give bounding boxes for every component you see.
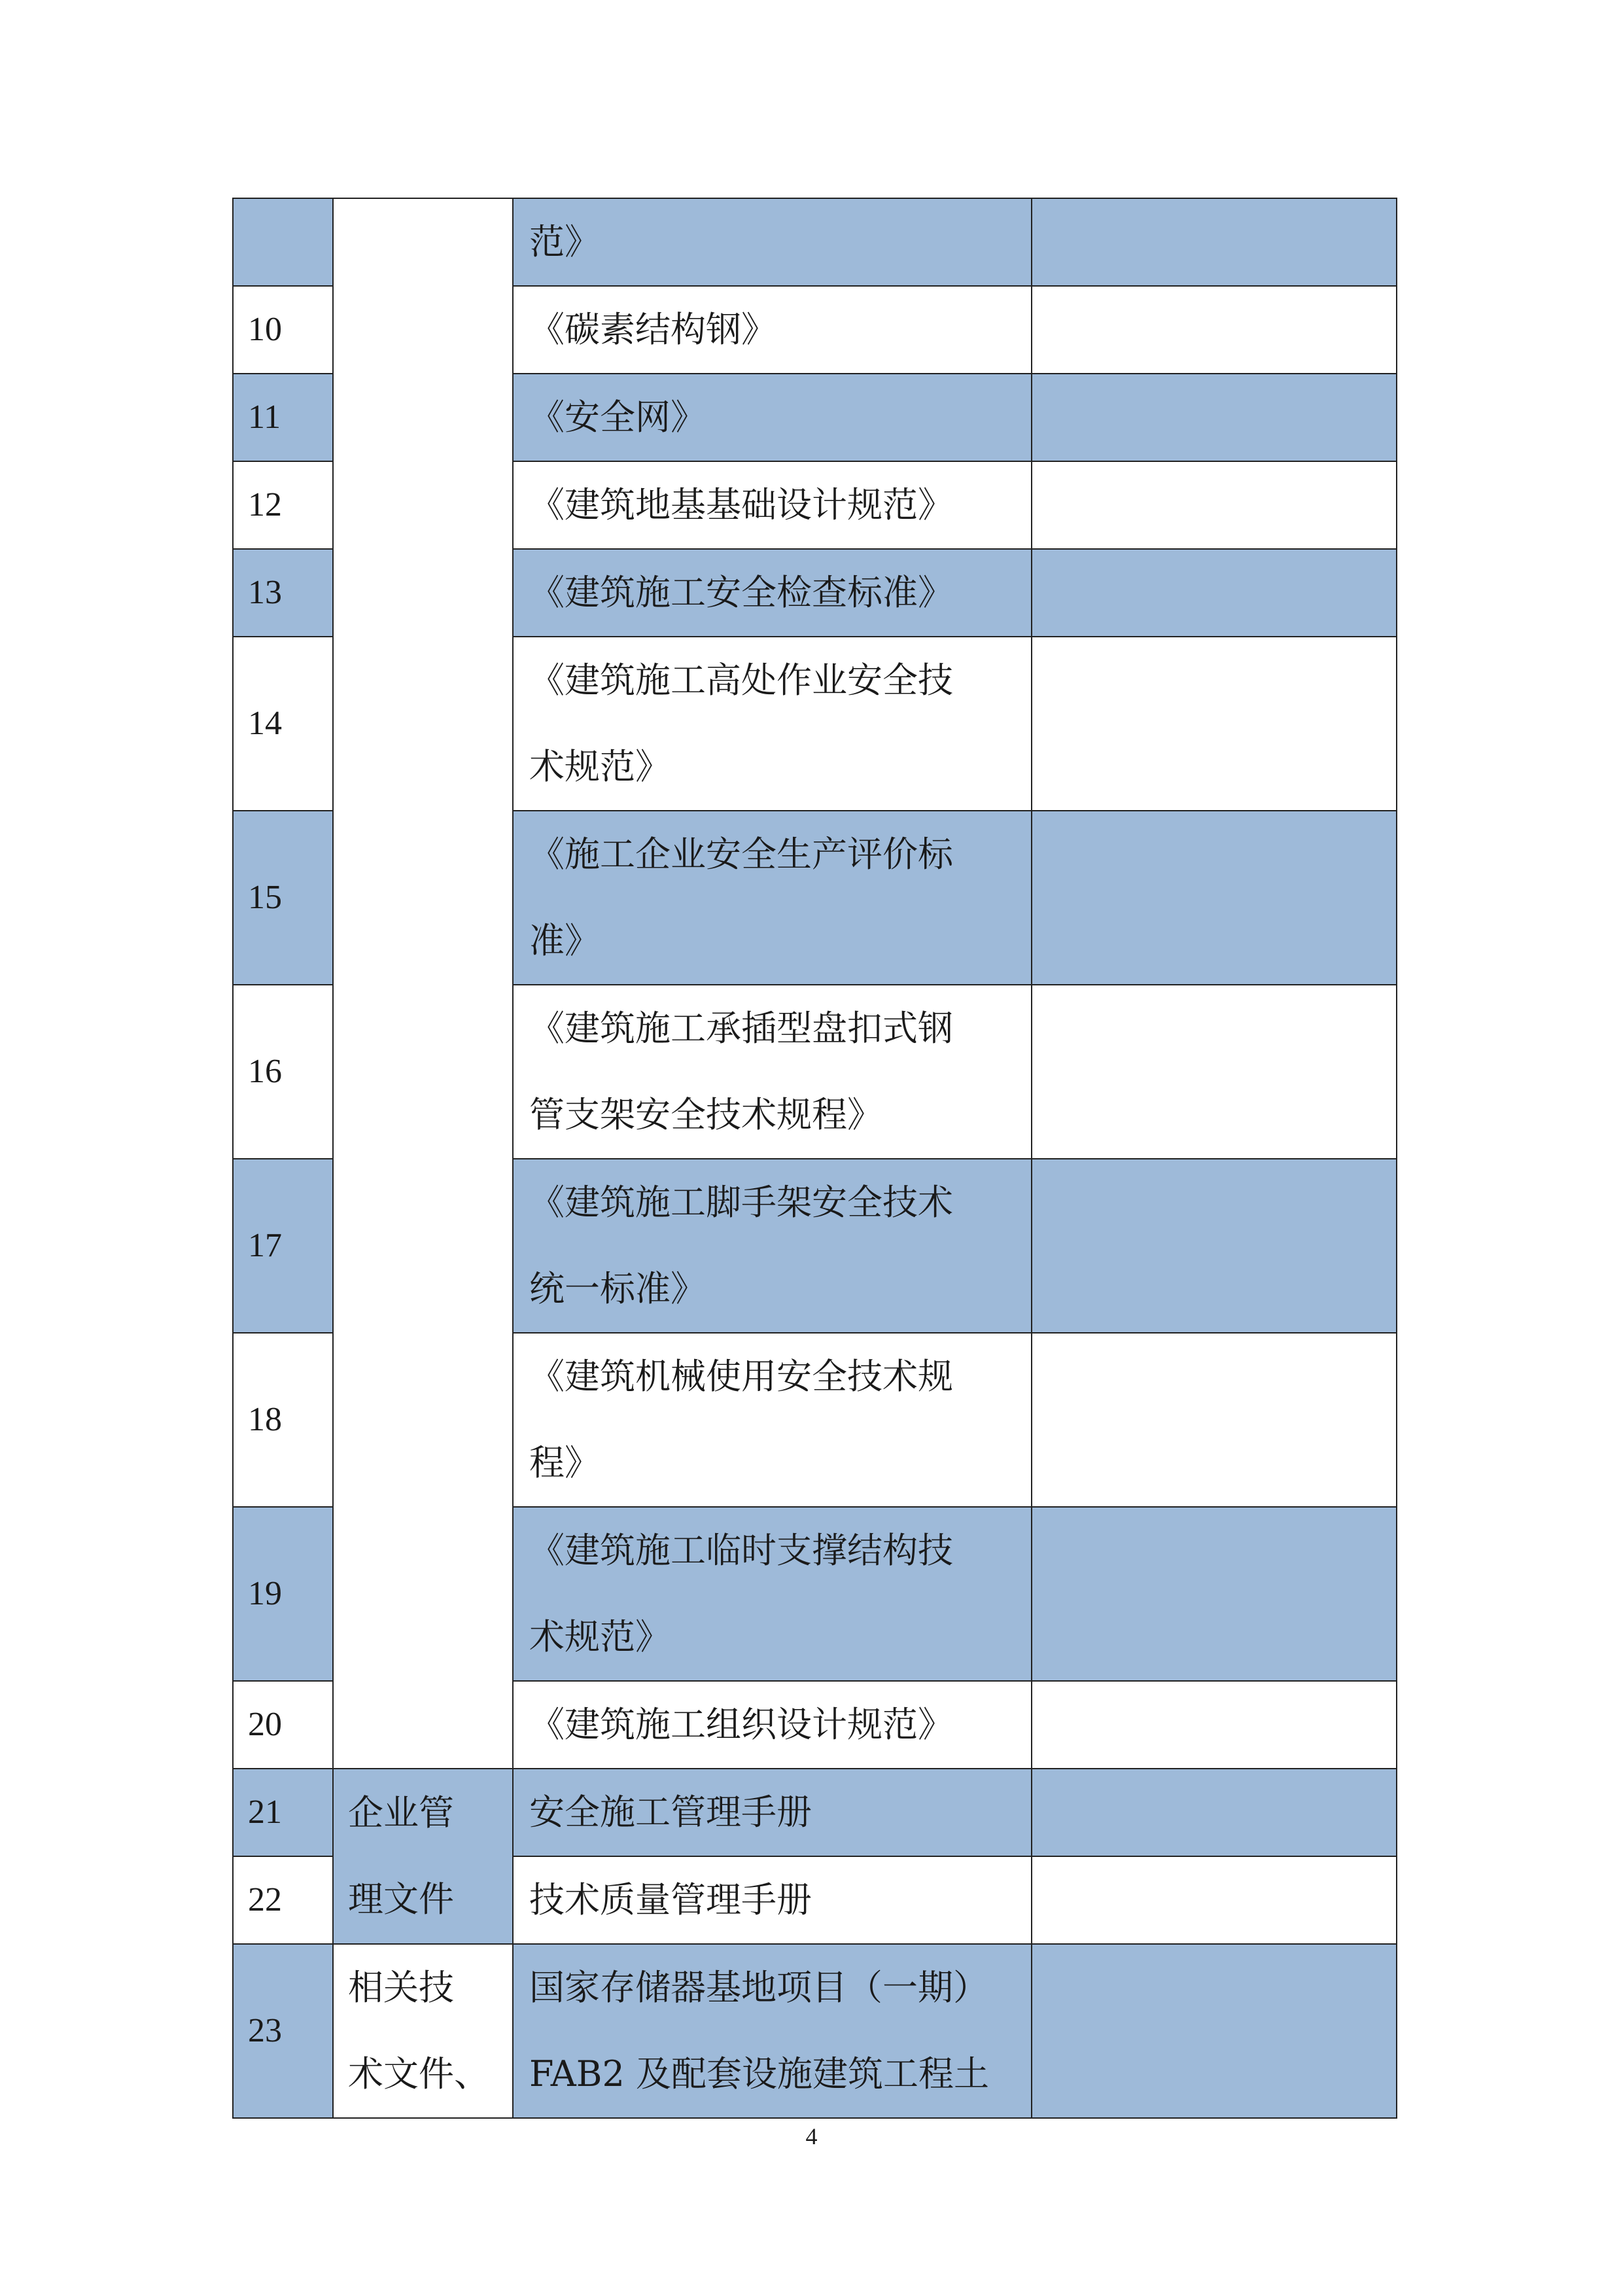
- document-name: [513, 1769, 1032, 1856]
- document-name-line: 《建筑施工脚手架安全技术: [529, 1182, 953, 1223]
- document-name-line: 《建筑施工高处作业安全技: [529, 660, 953, 701]
- remark-cell: [1032, 461, 1397, 549]
- document-name: [513, 374, 1032, 461]
- remark-cell: [1032, 286, 1397, 374]
- row-number: 13: [233, 549, 333, 637]
- remark-cell: [1032, 1681, 1397, 1769]
- document-name: [513, 637, 1032, 811]
- document-name-line: 程》: [529, 1442, 600, 1483]
- table-row: [233, 198, 1397, 286]
- document-name: [513, 286, 1032, 374]
- remark-cell: [1032, 985, 1397, 1159]
- document-name: [513, 1944, 1032, 2118]
- remark-cell: [1032, 1333, 1397, 1507]
- document-name-line: 《建筑地基基础设计规范》: [529, 484, 953, 525]
- remark-cell: [1032, 1856, 1397, 1944]
- remark-cell: [1032, 549, 1397, 637]
- document-name-line: 安全施工管理手册: [529, 1792, 812, 1833]
- remark-cell: [1032, 1769, 1397, 1856]
- row-number: 19: [233, 1507, 333, 1681]
- row-number: 11: [233, 374, 333, 461]
- row-number: 18: [233, 1333, 333, 1507]
- document-name-line: 统一标准》: [529, 1268, 706, 1309]
- page-number: 4: [805, 2123, 818, 2149]
- remark-cell: [1032, 374, 1397, 461]
- document-name-line: 国家存储器基地项目（一期）: [529, 1967, 988, 2008]
- document-name-line: 《施工企业安全生产评价标: [529, 834, 953, 875]
- row-number: 15: [233, 811, 333, 985]
- table-row: [233, 1944, 1397, 2118]
- row-number: 12: [233, 461, 333, 549]
- document-name: [513, 549, 1032, 637]
- document-name-line: 《建筑施工组织设计规范》: [529, 1704, 953, 1745]
- document-name-line: 范》: [529, 221, 600, 262]
- row-number: 20: [233, 1681, 333, 1769]
- document-name-line: 《建筑施工承插型盘扣式钢: [529, 1008, 953, 1049]
- document-name: [513, 1681, 1032, 1769]
- category-line: 企业管: [348, 1792, 454, 1833]
- category-cell-technical: [333, 1944, 513, 2118]
- document-name: [513, 198, 1032, 286]
- document-name: [513, 461, 1032, 549]
- remark-cell: [1032, 1507, 1397, 1681]
- document-name: [513, 985, 1032, 1159]
- document-name-line: 《建筑施工安全检查标准》: [529, 572, 953, 613]
- document-name: [513, 811, 1032, 985]
- row-number: 16: [233, 985, 333, 1159]
- row-number: [233, 198, 333, 286]
- document-name-line: 管支架安全技术规程》: [529, 1094, 882, 1135]
- remark-cell: [1032, 811, 1397, 985]
- row-number: 22: [233, 1856, 333, 1944]
- standards-table: [232, 198, 1397, 2119]
- row-number: 17: [233, 1159, 333, 1333]
- document-name: [513, 1333, 1032, 1507]
- remark-cell: [1032, 637, 1397, 811]
- category-cell-enterprise: [333, 1769, 513, 1944]
- row-number: 23: [233, 1944, 333, 2118]
- document-name: [513, 1856, 1032, 1944]
- document-name-line: 准》: [529, 920, 600, 961]
- remark-cell: [1032, 1159, 1397, 1333]
- document-name-line: 术规范》: [529, 1616, 671, 1657]
- row-number: 10: [233, 286, 333, 374]
- document-name-line: 《安全网》: [529, 397, 706, 438]
- document-name-line: 《建筑施工临时支撑结构技: [529, 1530, 953, 1571]
- remark-cell: [1032, 1944, 1397, 2118]
- category-line: 术文件、: [348, 2053, 489, 2094]
- remark-cell: [1032, 198, 1397, 286]
- document-name: [513, 1159, 1032, 1333]
- document-name-line: 技术质量管理手册: [529, 1879, 812, 1920]
- document-name: [513, 1507, 1032, 1681]
- document-name-line: FAB2 及配套设施建筑工程土: [529, 2053, 989, 2094]
- category-line: 相关技: [348, 1967, 454, 2008]
- row-number: 21: [233, 1769, 333, 1856]
- row-number: 14: [233, 637, 333, 811]
- table-row: [233, 1769, 1397, 1856]
- category-line: 理文件: [348, 1879, 454, 1920]
- document-name-line: 术规范》: [529, 746, 671, 787]
- category-cell-continued: [333, 198, 513, 1769]
- document-name-line: 《碳素结构钢》: [529, 309, 777, 350]
- document-name-line: 《建筑机械使用安全技术规: [529, 1356, 953, 1397]
